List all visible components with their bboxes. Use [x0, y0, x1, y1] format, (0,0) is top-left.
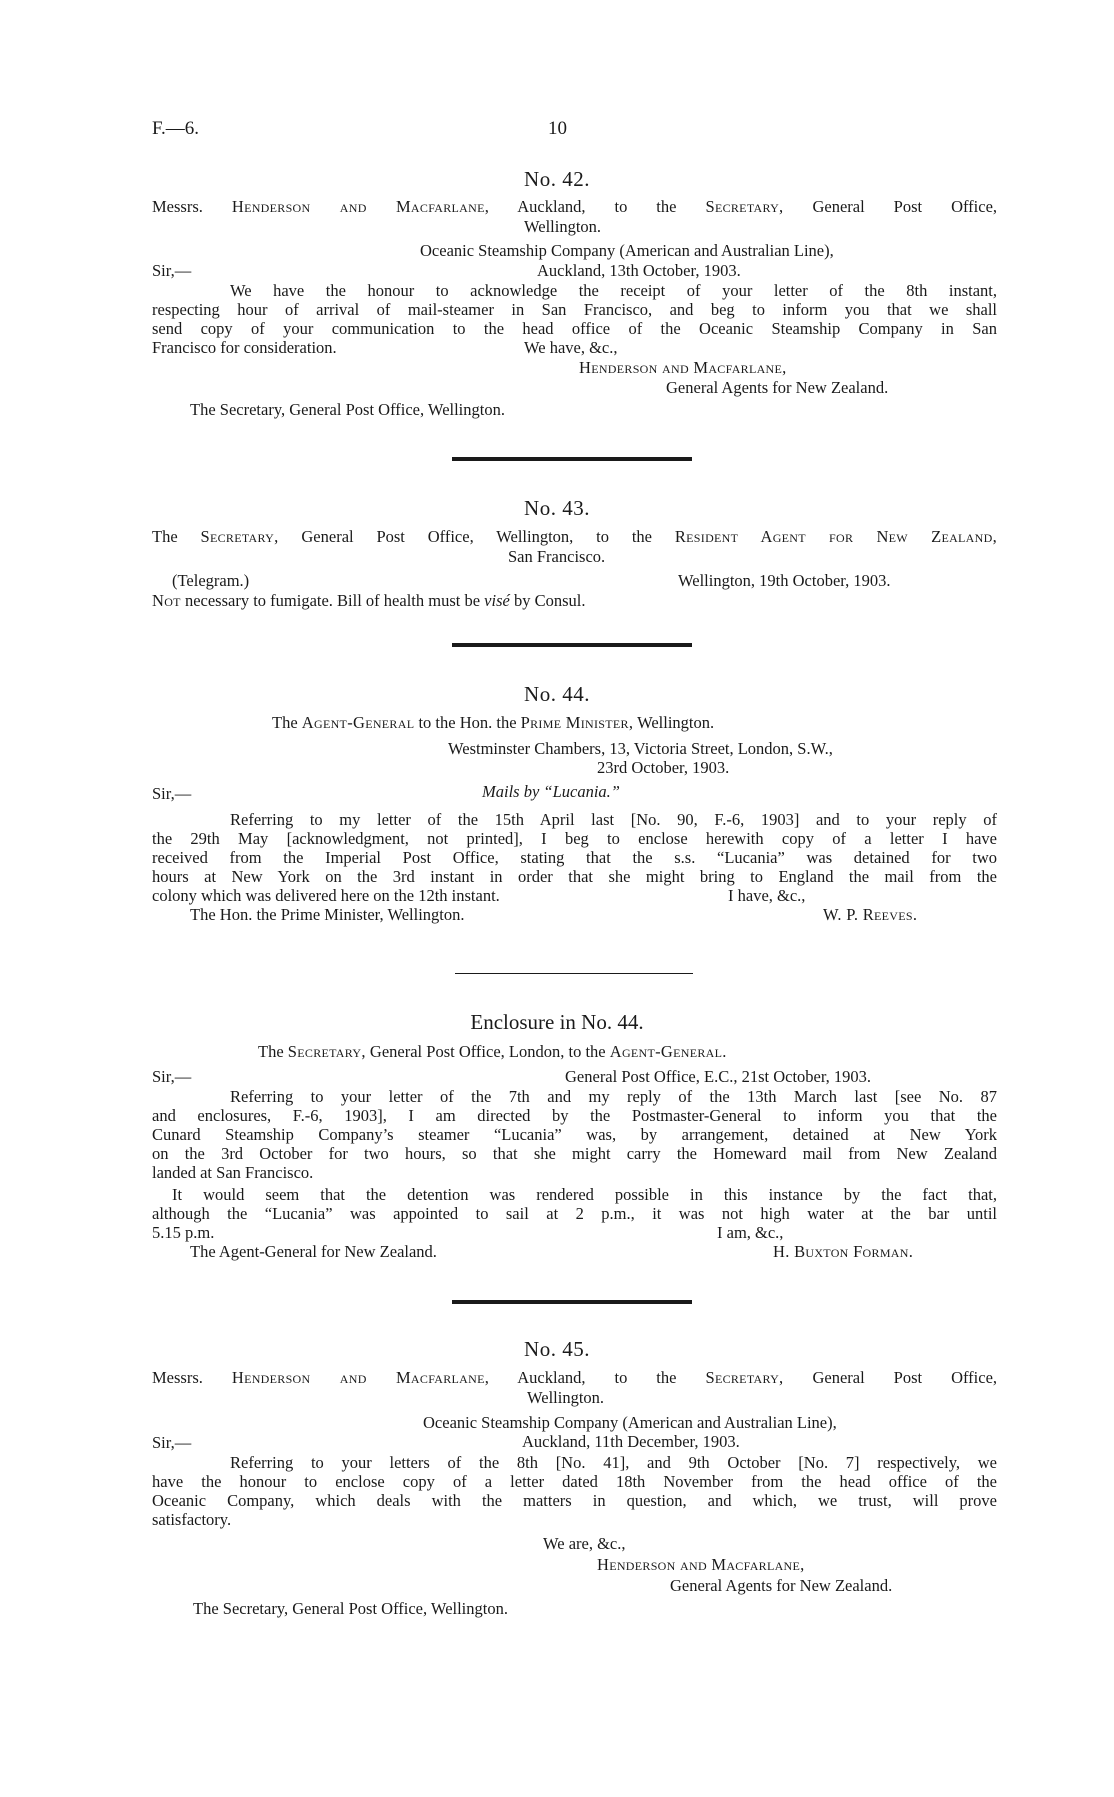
letter-subject: Mails by “Lucania.” — [482, 782, 620, 801]
letter-heading: No. 44. — [524, 682, 590, 706]
page-number: 10 — [548, 118, 567, 139]
closing: We have, &c., — [524, 338, 618, 357]
salutation: Sir,— — [152, 1067, 192, 1086]
body-line: Referring to your letter of the 7th and my reply of the 13th March last [see No. 87 — [230, 1087, 997, 1106]
body-line: Referring to my letter of the 15th April last [No. 90, F.-6, 1903] and to your reply of — [230, 810, 997, 829]
salutation: Sir,— — [152, 784, 192, 803]
addressee: The Agent-General for New Zealand. — [190, 1242, 437, 1261]
letter-title: The Secretary, General Post Office, London, to the Agent-General. — [258, 1042, 727, 1061]
letter-heading: No. 43. — [524, 496, 590, 520]
body-line: on the 3rd October for two hours, so that she might carry the Homeward mail from New Zealand — [152, 1144, 997, 1163]
body-line: Francisco for consideration. — [152, 338, 337, 357]
closing: I am, &c., — [717, 1223, 784, 1242]
letter-heading: No. 45. — [524, 1337, 590, 1361]
message-type: (Telegram.) — [172, 571, 250, 590]
body-line: have the honour to enclose copy of a letter dated 18th November from the head office of the — [152, 1472, 997, 1491]
thin-divider — [455, 973, 693, 974]
section-divider — [452, 643, 692, 647]
signature-title: General Agents for New Zealand. — [666, 378, 889, 397]
body-line: Oceanic Company, which deals with the matters in question, and which, we trust, will prove — [152, 1491, 997, 1510]
sender-address: Oceanic Steamship Company (American and Australian Line), — [420, 241, 834, 260]
letter-title-line2: San Francisco. — [508, 547, 606, 566]
body-line: satisfactory. — [152, 1510, 232, 1529]
signature: Henderson and Macfarlane, — [597, 1555, 805, 1574]
letter-date: Wellington, 19th October, 1903. — [678, 571, 891, 590]
body-line: although the “Lucania” was appointed to sail at 2 p.m., it was not high water at the bar until — [152, 1204, 997, 1223]
section-divider — [452, 457, 692, 461]
body-line: It would seem that the detention was rendered possible in this instance by the fact that, — [172, 1185, 997, 1204]
body-line: hours at New York on the 3rd instant in order that she might bring to England the mail from the — [152, 867, 997, 886]
salutation: Sir,— — [152, 261, 192, 280]
section-divider — [452, 1300, 692, 1304]
sender-address: Westminster Chambers, 13, Victoria Street, London, S.W., — [448, 739, 833, 758]
addressee: The Hon. the Prime Minister, Wellington. — [190, 905, 465, 924]
body-line: 5.15 p.m. — [152, 1223, 215, 1242]
signature: H. Buxton Forman. — [773, 1242, 914, 1261]
letter-title-line2: Wellington. — [527, 1388, 605, 1407]
body-line: Cunard Steamship Company’s steamer “Lucania” was, by arrangement, detained at New York — [152, 1125, 997, 1144]
letter-date: General Post Office, E.C., 21st October, 1903. — [565, 1067, 872, 1086]
closing: We are, &c., — [543, 1534, 626, 1553]
salutation: Sir,— — [152, 1433, 192, 1452]
letter-date: Auckland, 11th December, 1903. — [522, 1432, 740, 1451]
letter-title: The Agent-General to the Hon. the Prime Minister, Wellington. — [272, 713, 715, 732]
enclosure-heading: Enclosure in No. 44. — [470, 1010, 644, 1034]
body-line: received from the Imperial Post Office, stating that the s.s. “Lucania” was detained for two — [152, 848, 997, 867]
body-line: the 29th May [acknowledgment, not printed], I beg to enclose herewith copy of a letter I have — [152, 829, 997, 848]
series-label: F.—6. — [152, 118, 200, 139]
letter-title: Messrs. Henderson and Macfarlane, Auckland, to the Secretary, General Post Office, — [152, 197, 998, 216]
letter-date: 23rd October, 1903. — [597, 758, 730, 777]
body-line: We have the honour to acknowledge the receipt of your letter of the 8th instant, — [230, 281, 997, 300]
letter-title: The Secretary, General Post Office, Wellington, to the Resident Agent for New Zealand, — [152, 527, 998, 546]
letter-heading: No. 42. — [524, 167, 590, 191]
addressee: The Secretary, General Post Office, Wellington. — [190, 400, 505, 419]
telegram-body: Not necessary to fumigate. Bill of health must be visé by Consul. — [152, 591, 586, 610]
sender-address: Oceanic Steamship Company (American and Australian Line), — [423, 1413, 837, 1432]
body-line: landed at San Francisco. — [152, 1163, 314, 1182]
body-line: and enclosures, F.-6, 1903], I am directed by the Postmaster-General to inform you that the — [152, 1106, 997, 1125]
letter-title: Messrs. Henderson and Macfarlane, Auckland, to the Secretary, General Post Office, — [152, 1368, 998, 1387]
signature: Henderson and Macfarlane, — [579, 358, 787, 377]
letter-title-line2: Wellington. — [524, 217, 602, 236]
signature-title: General Agents for New Zealand. — [670, 1576, 893, 1595]
body-line: Referring to your letters of the 8th [No. 41], and 9th October [No. 7] respectively, we — [230, 1453, 997, 1472]
body-line: send copy of your communication to the head office of the Oceanic Steamship Company in San — [152, 319, 997, 338]
closing: I have, &c., — [728, 886, 806, 905]
body-line: colony which was delivered here on the 12th instant. — [152, 886, 500, 905]
addressee: The Secretary, General Post Office, Wellington. — [193, 1599, 508, 1618]
body-line: respecting hour of arrival of mail-steamer in San Francisco, and beg to inform you that we shall — [152, 300, 997, 319]
letter-date: Auckland, 13th October, 1903. — [537, 261, 741, 280]
signature: W. P. Reeves. — [823, 905, 918, 924]
